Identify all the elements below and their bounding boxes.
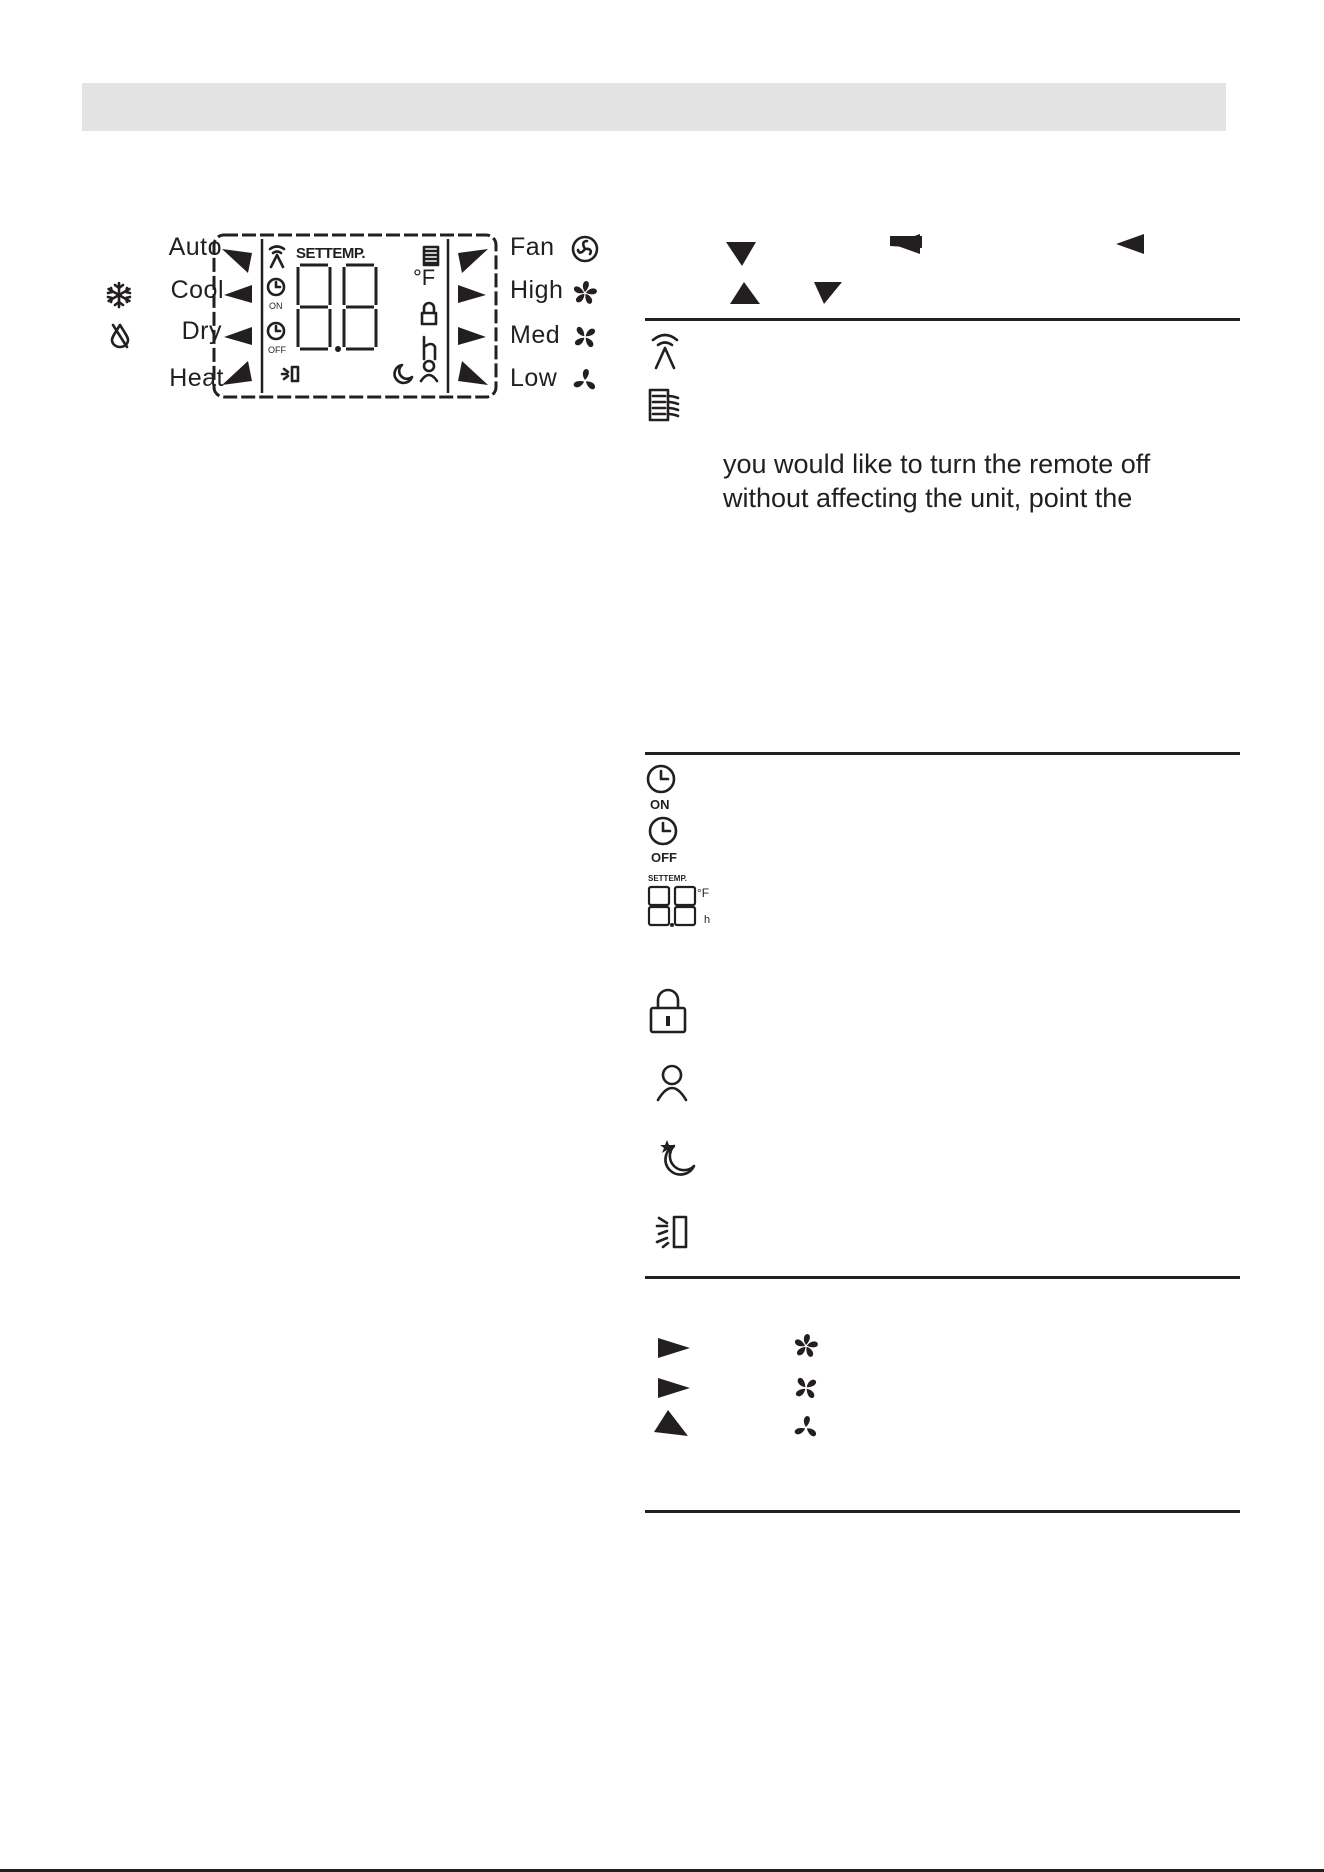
person-icon	[655, 1064, 689, 1102]
fan-pointer-med	[658, 1376, 692, 1400]
fan-label-low: Low	[510, 364, 558, 392]
louver-icon	[648, 388, 680, 424]
timer-off-icon	[647, 816, 679, 848]
lcd-timer-off-label: OFF	[268, 345, 286, 355]
snowflake-icon	[105, 281, 133, 309]
ionizer-icon	[655, 1214, 691, 1250]
timer-off-label: OFF	[651, 850, 677, 865]
lcd-timer-on-label: ON	[269, 301, 283, 311]
lcd-set-temp-label: SETTEMP.	[296, 245, 366, 262]
fan-pointer-high	[658, 1336, 692, 1360]
set-temp-small-label: SETTEMP.	[648, 874, 687, 883]
fan-label-med: Med	[510, 321, 561, 349]
dry-droplet-icon	[108, 321, 132, 349]
timer-on-label: ON	[650, 797, 670, 812]
fan-label-fan: Fan	[510, 233, 555, 261]
divider-2	[645, 752, 1240, 755]
remote-sensor-icon	[650, 332, 680, 370]
mode-label-auto: Auto	[168, 233, 222, 261]
mode-label-dry: Dry	[181, 317, 222, 345]
fan-med-icon	[572, 324, 598, 350]
header-bar	[82, 83, 1226, 131]
fan-med-icon-small	[792, 1374, 820, 1402]
lcd-unit-f: °F	[413, 265, 436, 290]
lock-icon	[648, 986, 688, 1036]
instruction-text	[723, 447, 1243, 515]
divider-4	[645, 1510, 1240, 1513]
fan-high-icon	[572, 280, 598, 306]
fan-low-icon-small	[792, 1414, 820, 1442]
temp-unit-h: h	[704, 914, 711, 926]
fan-low-icon	[572, 368, 598, 394]
mode-label-heat: Heat	[169, 364, 224, 392]
lcd-panel-figure	[100, 225, 610, 405]
fan-label-high: High	[510, 276, 564, 304]
instruction-line-2: without affecting the unit, point the	[723, 483, 1133, 513]
instruction-line-1: you would like to turn the remote off	[723, 449, 1151, 479]
sleep-moon-icon	[660, 1138, 698, 1178]
divider-3	[645, 1276, 1240, 1279]
fan-high-icon-small	[792, 1332, 820, 1360]
fan-auto-icon	[571, 235, 599, 263]
fan-pointer-low	[654, 1410, 688, 1438]
mode-label-cool: Cool	[170, 276, 224, 304]
timer-on-icon	[645, 764, 677, 796]
temp-unit-f: °F	[697, 886, 710, 900]
arrow-row-top	[720, 232, 1170, 312]
divider-1	[645, 318, 1240, 321]
